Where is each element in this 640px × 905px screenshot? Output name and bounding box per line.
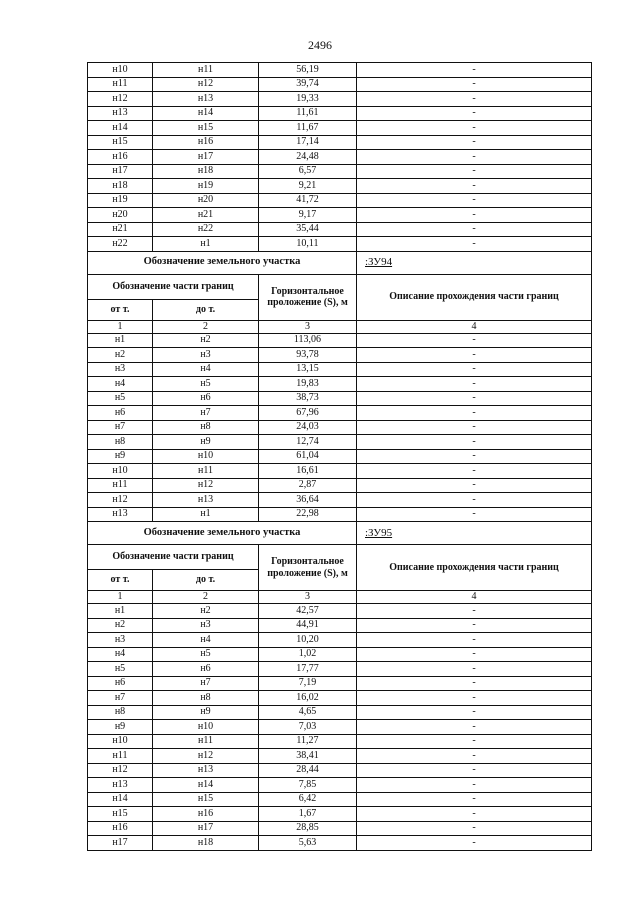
- table-row: [88, 77, 592, 92]
- from-point-cell: н17: [88, 836, 153, 851]
- table-row: [88, 493, 592, 508]
- to-point-cell: н2: [153, 333, 259, 348]
- table-row: [88, 807, 592, 822]
- land-plot-label: Обозначение земельного участка: [88, 522, 357, 545]
- from-point-cell: н1: [88, 333, 153, 348]
- to-point-cell: н9: [153, 705, 259, 720]
- distance-cell: 6,42: [259, 792, 357, 807]
- header-row: [88, 274, 592, 299]
- table-row: [88, 179, 592, 194]
- description-cell: -: [357, 691, 592, 706]
- description-cell: -: [357, 92, 592, 107]
- distance-cell: 12,74: [259, 435, 357, 450]
- distance-cell: 11,61: [259, 106, 357, 121]
- to-point-cell: н15: [153, 792, 259, 807]
- table-row: [88, 734, 592, 749]
- table-row: [88, 821, 592, 836]
- from-point-cell: н7: [88, 691, 153, 706]
- distance-cell: 5,63: [259, 836, 357, 851]
- from-point-cell: н10: [88, 734, 153, 749]
- distance-cell: 19,83: [259, 377, 357, 392]
- distance-cell: 19,33: [259, 92, 357, 107]
- table-row: [88, 164, 592, 179]
- description-cell: -: [357, 749, 592, 764]
- from-point-cell: н13: [88, 778, 153, 793]
- description-cell: -: [357, 507, 592, 522]
- to-point-cell: н7: [153, 406, 259, 421]
- to-point-cell: н6: [153, 662, 259, 677]
- distance-cell: 24,48: [259, 150, 357, 165]
- column-number-row: [88, 320, 592, 333]
- description-cell: -: [357, 150, 592, 165]
- distance-cell: 11,67: [259, 121, 357, 136]
- distance-cell: 13,15: [259, 362, 357, 377]
- description-cell: -: [357, 647, 592, 662]
- to-point-cell: н8: [153, 420, 259, 435]
- to-point-cell: н11: [153, 734, 259, 749]
- from-point-cell: н13: [88, 106, 153, 121]
- distance-cell: 61,04: [259, 449, 357, 464]
- table-row: [88, 836, 592, 851]
- to-point-cell: н12: [153, 77, 259, 92]
- header-distance: Горизонтальное проложение (S), м: [259, 545, 357, 591]
- distance-cell: 4,65: [259, 705, 357, 720]
- distance-cell: 22,98: [259, 507, 357, 522]
- to-point-cell: н11: [153, 63, 259, 78]
- description-cell: -: [357, 106, 592, 121]
- distance-cell: 35,44: [259, 222, 357, 237]
- distance-cell: 10,20: [259, 633, 357, 648]
- from-point-cell: н10: [88, 63, 153, 78]
- table-row: [88, 121, 592, 136]
- table-row: [88, 720, 592, 735]
- table-row: [88, 391, 592, 406]
- to-point-cell: н18: [153, 836, 259, 851]
- table-row: [88, 464, 592, 479]
- from-point-cell: н9: [88, 720, 153, 735]
- header-row: [88, 545, 592, 570]
- header-distance: Горизонтальное проложение (S), м: [259, 274, 357, 320]
- from-point-cell: н3: [88, 362, 153, 377]
- description-cell: -: [357, 135, 592, 150]
- description-cell: -: [357, 705, 592, 720]
- header-description: Описание прохождения части границ: [357, 545, 592, 591]
- table-row: [88, 420, 592, 435]
- from-point-cell: н21: [88, 222, 153, 237]
- distance-cell: 9,17: [259, 208, 357, 223]
- distance-cell: 42,57: [259, 604, 357, 619]
- distance-cell: 93,78: [259, 348, 357, 363]
- from-point-cell: н14: [88, 792, 153, 807]
- column-number: 3: [259, 320, 357, 333]
- distance-cell: 56,19: [259, 63, 357, 78]
- to-point-cell: н5: [153, 377, 259, 392]
- from-point-cell: н15: [88, 807, 153, 822]
- table-row: [88, 92, 592, 107]
- from-point-cell: н5: [88, 662, 153, 677]
- description-cell: -: [357, 763, 592, 778]
- to-point-cell: н9: [153, 435, 259, 450]
- from-point-cell: н4: [88, 647, 153, 662]
- distance-cell: 17,14: [259, 135, 357, 150]
- column-number: 2: [153, 591, 259, 604]
- to-point-cell: н10: [153, 449, 259, 464]
- table-row: [88, 135, 592, 150]
- to-point-cell: н7: [153, 676, 259, 691]
- table-row: [88, 106, 592, 121]
- from-point-cell: н11: [88, 77, 153, 92]
- distance-cell: 67,96: [259, 406, 357, 421]
- table-row: [88, 208, 592, 223]
- description-cell: -: [357, 633, 592, 648]
- description-cell: -: [357, 391, 592, 406]
- description-cell: -: [357, 478, 592, 493]
- column-number: 1: [88, 591, 153, 604]
- description-cell: -: [357, 164, 592, 179]
- description-cell: -: [357, 333, 592, 348]
- from-point-cell: н11: [88, 749, 153, 764]
- to-point-cell: н1: [153, 237, 259, 252]
- description-cell: -: [357, 618, 592, 633]
- distance-cell: 44,91: [259, 618, 357, 633]
- from-point-cell: н13: [88, 507, 153, 522]
- from-point-cell: н20: [88, 208, 153, 223]
- table-row: [88, 435, 592, 450]
- description-cell: -: [357, 179, 592, 194]
- description-cell: -: [357, 348, 592, 363]
- header-description: Описание прохождения части границ: [357, 274, 592, 320]
- from-point-cell: н8: [88, 705, 153, 720]
- description-cell: -: [357, 676, 592, 691]
- distance-cell: 7,85: [259, 778, 357, 793]
- description-cell: -: [357, 420, 592, 435]
- table-row: [88, 618, 592, 633]
- distance-cell: 16,61: [259, 464, 357, 479]
- to-point-cell: н15: [153, 121, 259, 136]
- distance-cell: 9,21: [259, 179, 357, 194]
- distance-cell: 41,72: [259, 193, 357, 208]
- header-boundary-parts: Обозначение части границ: [88, 545, 259, 570]
- to-point-cell: н4: [153, 362, 259, 377]
- to-point-cell: н19: [153, 179, 259, 194]
- to-point-cell: н12: [153, 478, 259, 493]
- distance-cell: 38,41: [259, 749, 357, 764]
- to-point-cell: н14: [153, 778, 259, 793]
- to-point-cell: н14: [153, 106, 259, 121]
- to-point-cell: н1: [153, 507, 259, 522]
- table-row: [88, 792, 592, 807]
- to-point-cell: н13: [153, 92, 259, 107]
- description-cell: -: [357, 362, 592, 377]
- from-point-cell: н3: [88, 633, 153, 648]
- description-cell: -: [357, 77, 592, 92]
- table-row: [88, 362, 592, 377]
- to-point-cell: н13: [153, 763, 259, 778]
- from-point-cell: н12: [88, 763, 153, 778]
- header-from-point: от т.: [88, 570, 153, 591]
- land-plot-code: :ЗУ94: [357, 251, 592, 274]
- distance-cell: 16,02: [259, 691, 357, 706]
- table-row: [88, 449, 592, 464]
- description-cell: -: [357, 63, 592, 78]
- to-point-cell: н20: [153, 193, 259, 208]
- distance-cell: 39,74: [259, 77, 357, 92]
- column-number: 4: [357, 320, 592, 333]
- column-number: 1: [88, 320, 153, 333]
- table-row: [88, 333, 592, 348]
- to-point-cell: н18: [153, 164, 259, 179]
- header-to-point: до т.: [153, 299, 259, 320]
- distance-cell: 28,44: [259, 763, 357, 778]
- description-cell: -: [357, 493, 592, 508]
- distance-cell: 24,03: [259, 420, 357, 435]
- to-point-cell: н13: [153, 493, 259, 508]
- description-cell: -: [357, 720, 592, 735]
- to-point-cell: н22: [153, 222, 259, 237]
- from-point-cell: н22: [88, 237, 153, 252]
- table-row: [88, 348, 592, 363]
- description-cell: -: [357, 792, 592, 807]
- to-point-cell: н16: [153, 135, 259, 150]
- distance-cell: 1,02: [259, 647, 357, 662]
- description-cell: -: [357, 604, 592, 619]
- section-title-row: [88, 522, 592, 545]
- to-point-cell: н3: [153, 618, 259, 633]
- header-to-point: до т.: [153, 570, 259, 591]
- table-row: [88, 150, 592, 165]
- from-point-cell: н9: [88, 449, 153, 464]
- table-row: [88, 478, 592, 493]
- table-row: [88, 662, 592, 677]
- table-row: [88, 377, 592, 392]
- from-point-cell: н12: [88, 493, 153, 508]
- table-row: [88, 507, 592, 522]
- description-cell: -: [357, 193, 592, 208]
- from-point-cell: н10: [88, 464, 153, 479]
- distance-cell: 11,27: [259, 734, 357, 749]
- to-point-cell: н16: [153, 807, 259, 822]
- to-point-cell: н6: [153, 391, 259, 406]
- land-plot-code: :ЗУ95: [357, 522, 592, 545]
- from-point-cell: н16: [88, 150, 153, 165]
- to-point-cell: н8: [153, 691, 259, 706]
- distance-cell: 38,73: [259, 391, 357, 406]
- description-cell: -: [357, 406, 592, 421]
- from-point-cell: н1: [88, 604, 153, 619]
- from-point-cell: н14: [88, 121, 153, 136]
- table-row: [88, 778, 592, 793]
- to-point-cell: н11: [153, 464, 259, 479]
- description-cell: -: [357, 222, 592, 237]
- to-point-cell: н4: [153, 633, 259, 648]
- distance-cell: 7,03: [259, 720, 357, 735]
- table-row: [88, 193, 592, 208]
- table-row: [88, 763, 592, 778]
- description-cell: -: [357, 464, 592, 479]
- table-row: [88, 604, 592, 619]
- from-point-cell: н8: [88, 435, 153, 450]
- distance-cell: 28,85: [259, 821, 357, 836]
- page-number: 2496: [308, 38, 332, 52]
- description-cell: -: [357, 734, 592, 749]
- from-point-cell: н17: [88, 164, 153, 179]
- table-row: [88, 237, 592, 252]
- distance-cell: 10,11: [259, 237, 357, 252]
- to-point-cell: н12: [153, 749, 259, 764]
- distance-cell: 2,87: [259, 478, 357, 493]
- description-cell: -: [357, 237, 592, 252]
- column-number: 4: [357, 591, 592, 604]
- to-point-cell: н10: [153, 720, 259, 735]
- distance-cell: 7,19: [259, 676, 357, 691]
- section-title-row: [88, 251, 592, 274]
- description-cell: -: [357, 121, 592, 136]
- distance-cell: 1,67: [259, 807, 357, 822]
- from-point-cell: н16: [88, 821, 153, 836]
- table-row: [88, 633, 592, 648]
- table-row: [88, 691, 592, 706]
- table-row: [88, 63, 592, 78]
- header-from-point: от т.: [88, 299, 153, 320]
- description-cell: -: [357, 836, 592, 851]
- distance-cell: 6,57: [259, 164, 357, 179]
- land-plot-label: Обозначение земельного участка: [88, 251, 357, 274]
- from-point-cell: н19: [88, 193, 153, 208]
- description-cell: -: [357, 821, 592, 836]
- table-row: [88, 647, 592, 662]
- description-cell: -: [357, 662, 592, 677]
- to-point-cell: н2: [153, 604, 259, 619]
- distance-cell: 36,64: [259, 493, 357, 508]
- boundary-table: [87, 62, 592, 851]
- from-point-cell: н18: [88, 179, 153, 194]
- from-point-cell: н6: [88, 676, 153, 691]
- from-point-cell: н12: [88, 92, 153, 107]
- from-point-cell: н6: [88, 406, 153, 421]
- description-cell: -: [357, 807, 592, 822]
- from-point-cell: н4: [88, 377, 153, 392]
- to-point-cell: н17: [153, 821, 259, 836]
- description-cell: -: [357, 208, 592, 223]
- table-row: [88, 406, 592, 421]
- column-number: 2: [153, 320, 259, 333]
- from-point-cell: н2: [88, 618, 153, 633]
- table-row: [88, 676, 592, 691]
- table-row: [88, 749, 592, 764]
- to-point-cell: н5: [153, 647, 259, 662]
- column-number-row: [88, 591, 592, 604]
- description-cell: -: [357, 435, 592, 450]
- distance-cell: 17,77: [259, 662, 357, 677]
- description-cell: -: [357, 449, 592, 464]
- from-point-cell: н15: [88, 135, 153, 150]
- header-boundary-parts: Обозначение части границ: [88, 274, 259, 299]
- description-cell: -: [357, 377, 592, 392]
- table-row: [88, 705, 592, 720]
- from-point-cell: н11: [88, 478, 153, 493]
- to-point-cell: н3: [153, 348, 259, 363]
- description-cell: -: [357, 778, 592, 793]
- from-point-cell: н2: [88, 348, 153, 363]
- from-point-cell: н5: [88, 391, 153, 406]
- from-point-cell: н7: [88, 420, 153, 435]
- to-point-cell: н17: [153, 150, 259, 165]
- to-point-cell: н21: [153, 208, 259, 223]
- distance-cell: 113,06: [259, 333, 357, 348]
- table-row: [88, 222, 592, 237]
- column-number: 3: [259, 591, 357, 604]
